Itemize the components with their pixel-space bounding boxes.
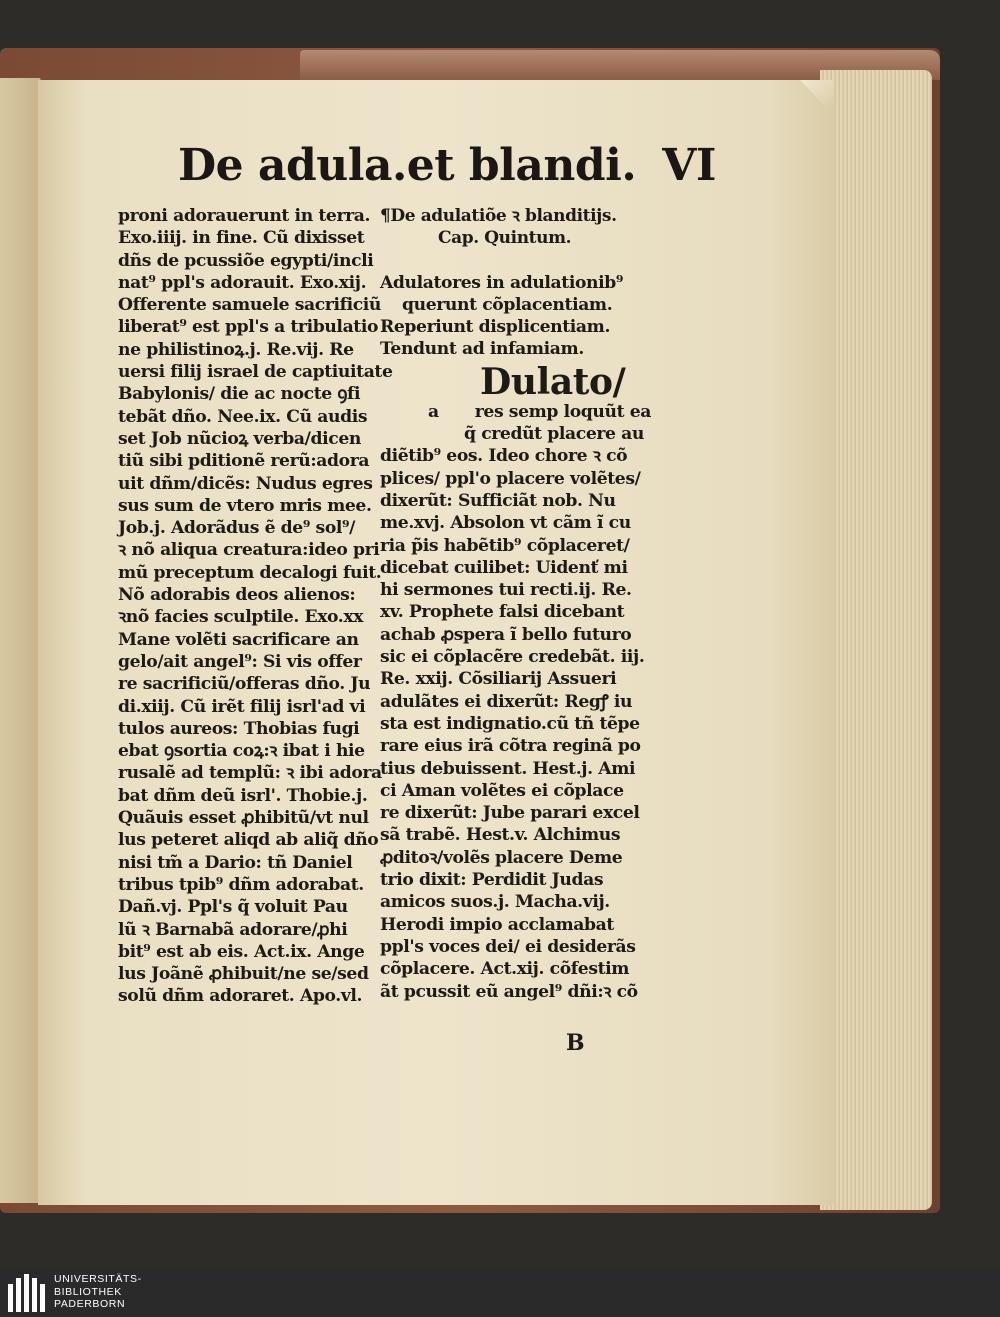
text-line: bit⁹ est ab eis. Act.ix. Ange: [118, 941, 365, 962]
text-line: ppl's voces dei/ ei desiderãs: [380, 936, 636, 957]
text-line: ci Aman volẽtes ei cõplace: [380, 780, 624, 801]
text-line: plices/ ppl'o placere volẽtes/: [380, 468, 641, 489]
chapter-heading-line: ¶De adulatiõe ꝛ blanditijs.: [380, 206, 617, 226]
text-line: set Job nũcioꝝ verba/dicen: [118, 428, 361, 449]
text-line: re sacrificiũ/offeras dño. Ju: [118, 674, 371, 695]
text-line: Mane volẽti sacrificare an: [118, 629, 359, 650]
text-line: Exo.iiij. in fine. Cũ dixisset: [118, 228, 365, 249]
text-line: cõplacere. Act.xij. cõfestim: [380, 959, 630, 980]
text-line: ria p̃is habẽtib⁹ cõplaceret/: [380, 535, 630, 556]
text-line: Quãuis esset ꝓhibitũ/vt nul: [118, 808, 369, 829]
text-line: sus sum de vtero mris mee.: [118, 495, 372, 516]
text-line: tribus tpib⁹ dñm adorabat.: [118, 874, 364, 895]
text-line: liberat⁹ est ppl's a tribulatio: [118, 317, 379, 338]
right-body-text: [380, 401, 655, 1002]
text-line: solũ dñm adoraret. Apo.vl.: [118, 986, 363, 1007]
text-line: mũ preceptum decalogi fuit.: [118, 562, 382, 583]
text-line: ꝓditoꝛ/volẽs placere Deme: [380, 847, 623, 868]
library-name: UNIVERSITÄTS- BIBLIOTHEK PADERBORN: [54, 1273, 142, 1310]
spacer: [380, 250, 655, 272]
text-line: ꝛnõ facies sculptile. Exo.xx: [118, 607, 364, 628]
text-line: hi sermones tui recti.ij. Re.: [380, 580, 632, 601]
text-line: Job.j. Adorãdus ẽ de⁹ sol⁹/: [118, 518, 356, 539]
text-line: lus peteret aliqd ab aliq̃ dño: [118, 830, 379, 851]
text-line: rare eius irã cõtra reginã po: [380, 736, 641, 757]
text-line: nisi tm̃ a Dario: tñ Daniel: [118, 852, 353, 873]
folio-number: VI: [662, 140, 716, 191]
text-line: sta est indignatio.cũ tñ tẽpe: [380, 713, 640, 734]
text-line: uit dñm/dicẽs: Nudus egres: [118, 473, 373, 494]
text-line: nat⁹ ppl's adorauit. Exo.xij.: [118, 272, 367, 293]
summary-line: querunt cõplacentiam.: [402, 294, 613, 315]
text-line: dixerũt: Sufficiãt nob. Nu: [380, 490, 616, 511]
text-line: xv. Prophete falsi dicebant: [380, 602, 625, 623]
signature-mark: B: [566, 1030, 585, 1056]
facing-page-edge: [0, 78, 41, 1203]
text-line: gelo/ait angel⁹: Si vis offer: [118, 651, 362, 672]
text-line: re dixerũt: Jube parari excel: [380, 803, 640, 824]
text-line: adulãtes ei dixerũt: Regꝭ iu: [380, 691, 633, 712]
text-line: lus Joãnẽ ꝓhibuit/ne se/sed: [118, 964, 369, 985]
text-line: rusalẽ ad templũ: ꝛ ibi adora: [118, 763, 382, 784]
text-line: q̃ credũt placere au: [464, 424, 644, 445]
text-line: lũ ꝛ Barnabã adorare/ꝓhi: [118, 919, 348, 940]
summary-line: Tendunt ad infamiam.: [380, 339, 584, 360]
initial-word: Dulato/: [480, 360, 626, 403]
text-line: dñs de pcussiõe egypti/incli: [118, 250, 374, 271]
text-line: tiũ sibi pditionẽ rerũ:adora: [118, 451, 370, 472]
running-head: [178, 140, 716, 200]
text-line: Nõ adorabis deos alienos:: [118, 585, 356, 606]
text-line: ne philistinoꝝ.j. Re.vij. Re: [118, 339, 354, 360]
text-line: achab ꝓspera ĩ bello futuro: [380, 624, 632, 645]
summary-line: Reperiunt displicentiam.: [380, 317, 611, 338]
right-text-column: [380, 205, 655, 1002]
text-line: Offerente samuele sacrificiũ: [118, 295, 381, 316]
page-edge-stack: [820, 70, 932, 1210]
chapter-number: Cap. Quintum.: [438, 228, 572, 249]
text-line: me.xvj. Absolon vt cãm ĩ cu: [380, 513, 631, 534]
text-line: a res semp loquũt ea: [428, 401, 651, 422]
library-logo-icon: [8, 1274, 48, 1312]
library-footer: [0, 1268, 1000, 1317]
text-line: amicos suos.j. Macha.vij.: [380, 892, 610, 913]
text-line: dicebat cuilibet: Uidenť mi: [380, 557, 628, 578]
text-line: Babylonis/ die ac nocte ꝯfi: [118, 384, 361, 405]
text-line: di.xiij. Cũ irẽt filij isrl'ad vi: [118, 696, 366, 717]
text-line: ãt pcussit eũ angel⁹ dñi:ꝛ cõ: [380, 981, 638, 1002]
text-line: tius debuissent. Hest.j. Ami: [380, 758, 636, 779]
text-line: tulos aureos: Thobias fugi: [118, 718, 360, 739]
text-line: sic ei cõplacẽre credebãt. iij.: [380, 647, 645, 668]
summary-line: Adulatores in adulationib⁹: [380, 272, 623, 293]
text-line: uersi filij israel de captiuitate: [118, 362, 393, 383]
text-line: Herodi impio acclamabat: [380, 914, 614, 935]
text-line: sã trabẽ. Hest.v. Alchimus: [380, 825, 621, 846]
left-text-column: [118, 205, 393, 1008]
text-line: ꝛ nõ aliqua creatura:ideo pri: [118, 540, 380, 561]
text-line: proni adorauerunt in terra.: [118, 206, 371, 226]
text-line: trio dixit: Perdidit Judas: [380, 870, 604, 891]
text-line: Dañ.vj. Ppl's q̃ voluit Pau: [118, 897, 348, 918]
running-title: De adula.et blandi.: [178, 140, 637, 191]
text-line: bat dñm deũ isrl'. Thobie.j.: [118, 785, 368, 806]
text-line: tebãt dño. Nee.ix. Cũ audis: [118, 406, 368, 427]
text-line: Re. xxij. Cõsiliarij Assueri: [380, 669, 617, 690]
initial-letter: a: [428, 401, 439, 422]
text-line: ebat ꝯsortia coꝝ:ꝛ ibat i hie: [118, 741, 365, 762]
text-line: diẽtib⁹ eos. Ideo chore ꝛ cõ: [380, 446, 628, 467]
